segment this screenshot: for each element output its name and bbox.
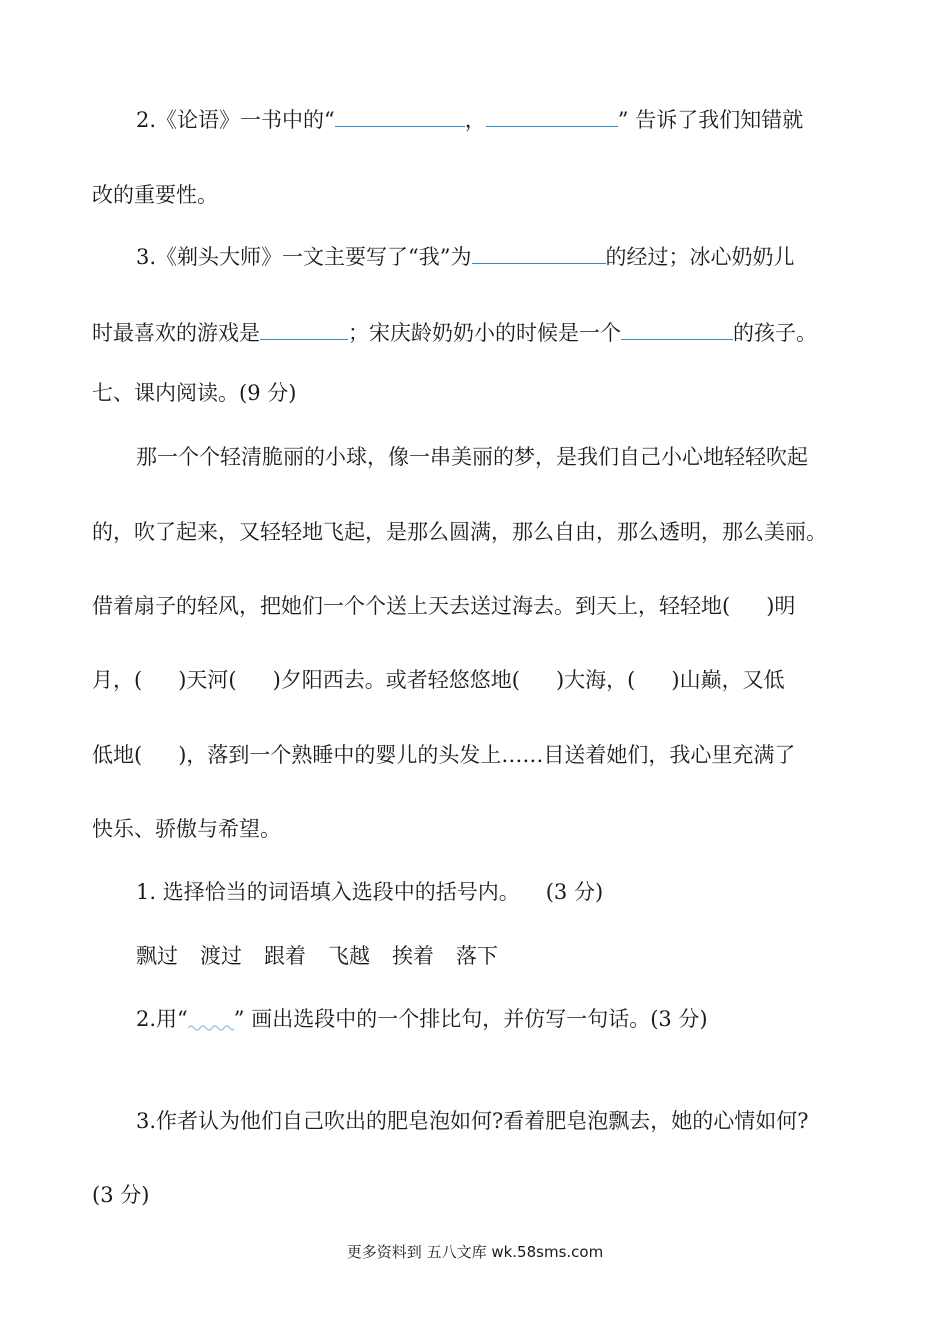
question-1: 1. 选择恰当的词语填入选段中的括号内。 (3 分) [136,880,604,904]
question-2: 2.用“ ” 画出选段中的一个排比句，并仿写一句话。(3 分) [136,1007,708,1031]
q6-item3-line1: 3.《剃头大师》一文主要写了“我”为 的经过；冰心奶奶儿 [136,241,795,272]
word-choice: 挨着 [392,944,434,968]
passage-line: 月，( )天河( )夕阳西去。或者轻悠悠地( )大海，( )山巅，又低 [92,668,785,692]
answer-blank[interactable] [621,317,733,340]
word-choices [136,941,520,971]
word-choice: 落下 [456,944,498,968]
word-choice: 飞越 [328,944,370,968]
section-heading: 七、课内阅读。(9 分) [92,381,297,405]
word-choice: 渡过 [200,944,242,968]
word-choice: 飘过 [136,944,178,968]
q6-item3-line2: 时最喜欢的游戏是 ；宋庆龄奶奶小的时候是一个 的孩子。 [92,317,817,348]
footer-watermark: 更多资料到 五八文库 wk.58sms.com [346,1243,604,1261]
answer-blank[interactable] [486,104,618,127]
answer-blank[interactable] [335,104,465,127]
passage-line: 借着扇子的轻风，把她们一个个送上天去送过海去。到天上，轻轻地( )明 [92,594,796,618]
q6-item2-line2: 改的重要性。 [92,183,218,207]
wavy-underline-sample [188,1006,234,1026]
passage-line: 快乐、骄傲与希望。 [92,817,281,841]
answer-blank[interactable] [472,241,606,264]
q6-item2-line1: 2.《论语》一书中的“ ， ” 告诉了我们知错就 [136,104,803,135]
passage-line: 那一个个轻清脆丽的小球，像一串美丽的梦，是我们自己小心地轻轻吹起 [136,445,808,469]
word-choice: 跟着 [264,944,306,968]
question-3: 3.作者认为他们自己吹出的肥皂泡如何?看着肥皂泡飘去，她的心情如何? [136,1109,809,1133]
question-3-points: (3 分) [92,1183,150,1207]
passage-line: 低地( )，落到一个熟睡中的婴儿的头发上……目送着她们，我心里充满了 [92,743,796,767]
passage-line: 的，吹了起来，又轻轻地飞起，是那么圆满，那么自由，那么透明，那么美丽。 [92,520,827,544]
answer-blank[interactable] [260,317,348,340]
